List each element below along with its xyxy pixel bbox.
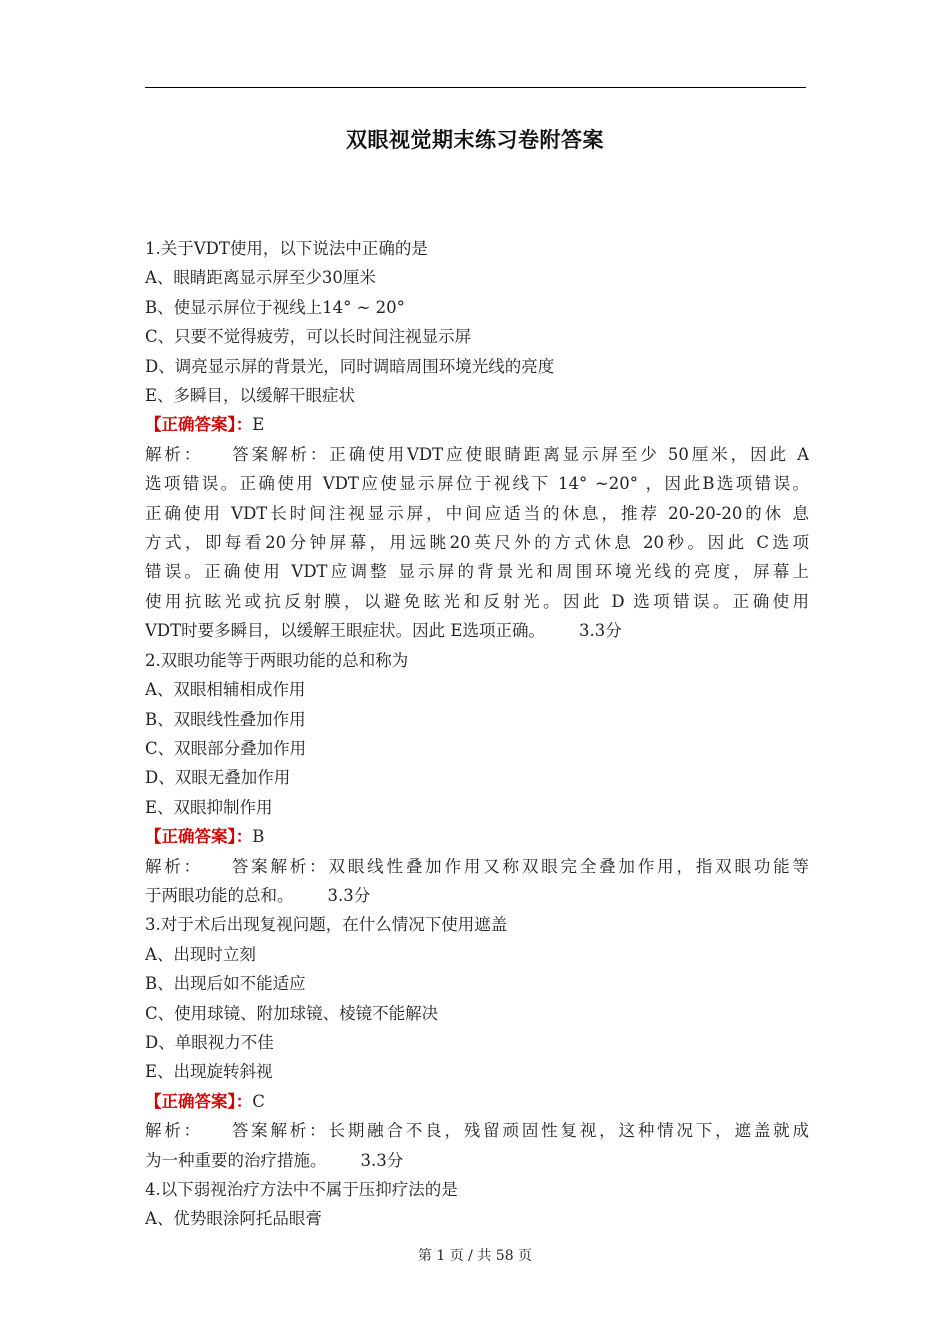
analysis-label: 解析： [145,856,203,876]
correct-answer [145,1087,809,1116]
question-1 [145,234,809,646]
question-stem: 3.对于术后出现复视问题，在什么情况下使用遮盖 [145,915,508,935]
option-e: E、多瞬目，以缓解干眼症状 [145,386,356,406]
analysis-line: 使用抗眩光或抗反射膜，以避免眩光和反射光。因此 D 选项错误。正确使用 [145,591,809,611]
option-c: C、双眼部分叠加作用 [145,738,307,758]
question-2 [145,646,809,911]
answer-label: 【正确答案】： [145,1091,253,1111]
document-body [145,234,809,1234]
analysis-line: 方式，即每看20分钟屏幕，用远眺20英尺外的方式休息 20秒。因此 C选项 [145,533,809,553]
score: 3.3分 [578,621,622,641]
analysis-label: 解析： [145,444,204,464]
analysis-line: 正确使用 VDT长时间注视显示屏，中间应适当的休息，推荐 20-20-20的休 息 [145,503,809,523]
score: 3.3分 [327,885,371,905]
analysis-line: 解析： 答案解析：长期融合不良，残留顽固性复视，这种情况下，遮盖就成 [145,1121,809,1141]
analysis-line: 于两眼功能的总和。 3.3分 [145,885,371,905]
question-4 [145,1175,809,1234]
option-d: D、调亮显示屏的背景光，同时调暗周围环境光线的亮度 [145,356,555,376]
option-c: C、只要不觉得疲劳，可以长时间注视显示屏 [145,327,472,347]
option-b: B、出现后如不能适应 [145,974,306,994]
option-e: E、出现旋转斜视 [145,1062,273,1082]
score: 3.3分 [360,1150,404,1170]
answer-label: 【正确答案】： [145,827,253,847]
option-a: A、双眼相辅相成作用 [145,680,306,700]
analysis-line: 解析： 答案解析：正确使用VDT应使眼睛距离显示屏至少 50厘米，因此 A [145,444,809,464]
answer-value: B [252,827,265,847]
header-rule [145,87,806,88]
page-title: 双眼视觉期末练习卷附答案 [346,127,604,152]
option-b: B、使显示屏位于视线上14° ~ 20° [145,297,405,317]
analysis-line: 错误。正确使用 VDT应调整 显示屏的背景光和周围环境光线的亮度，屏幕上 [145,562,809,582]
analysis-label: 解析： [145,1121,203,1141]
option-d: D、双眼无叠加作用 [145,768,291,788]
question-3 [145,910,809,1175]
analysis-line: 解析： 答案解析：双眼线性叠加作用又称双眼完全叠加作用，指双眼功能等 [145,856,809,876]
answer-value: C [252,1091,265,1111]
answer-value: E [252,415,265,435]
question-stem: 4.以下弱视治疗方法中不属于压抑疗法的是 [145,1180,458,1199]
correct-answer [145,822,809,851]
analysis-line: 为一种重要的治疗措施。 3.3分 [145,1150,404,1170]
question-stem: 1.关于VDT使用，以下说法中正确的是 [145,239,428,258]
option-a: A、优势眼涂阿托品眼膏 [145,1209,322,1229]
option-a: A、出现时立刻 [145,944,256,964]
analysis-line: 选项错误。正确使用 VDT应使显示屏位于视线下 14° ~20° ，因此B选项错误。 [145,474,809,494]
option-e: E、双眼抑制作用 [145,797,273,817]
option-c: C、使用球镜、附加球镜、棱镜不能解决 [145,1003,439,1023]
analysis-line: VDT时要多瞬目，以缓解王眼症状。因此 E选项正确。 3.3分 [145,621,622,641]
page-footer: 第 1 页 / 共 58 页 [417,1248,533,1264]
option-d: D、单眼视力不佳 [145,1032,274,1052]
answer-label: 【正确答案】： [145,415,253,435]
option-a: A、眼睛距离显示屏至少30厘米 [145,268,376,288]
correct-answer [145,410,809,439]
question-stem: 2.双眼功能等于两眼功能的总和称为 [145,650,409,670]
option-b: B、双眼线性叠加作用 [145,709,306,729]
